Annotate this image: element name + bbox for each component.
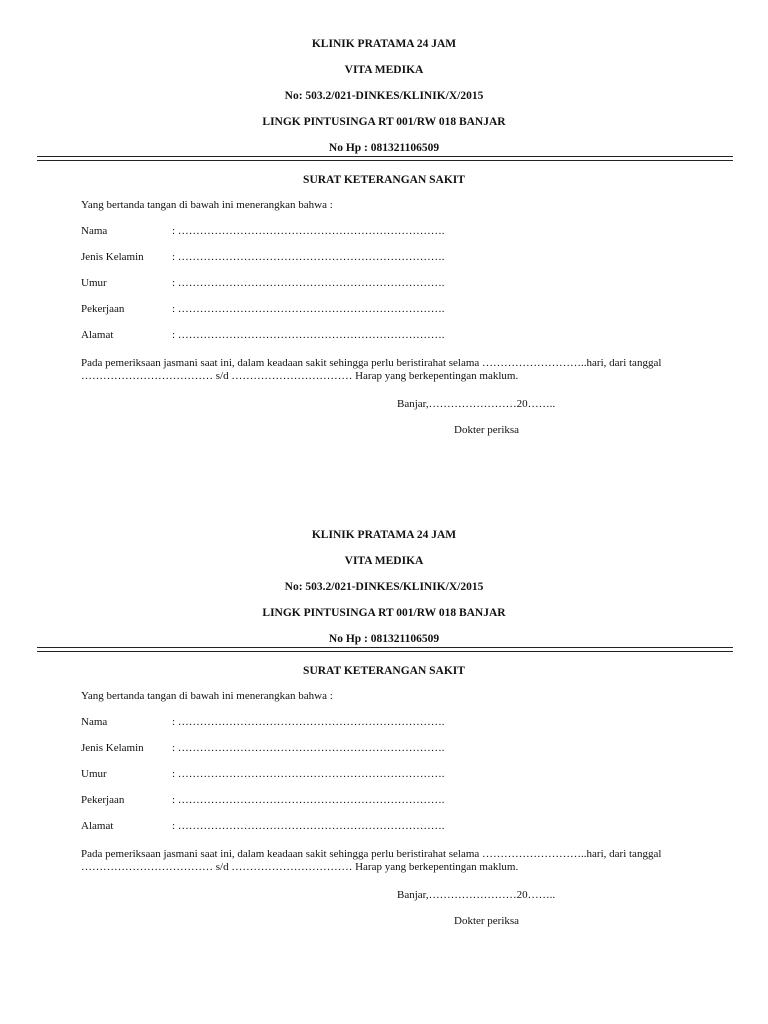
field-nama [81,225,681,239]
intro-text: Yang bertanda tangan di bawah ini menerangkan bahwa : [81,690,333,702]
field-label: Nama [81,225,108,237]
field-blank: : ………………………………………………………………. [172,225,445,237]
clinic-address: LINGK PINTUSINGA RT 001/RW 018 BANJAR [262,607,506,619]
field-label: Alamat [81,329,114,341]
field-blank: : ………………………………………………………………. [172,251,445,263]
clinic-subname: VITA MEDIKA [344,64,424,76]
field-jenis-kelamin [81,742,681,756]
field-alamat [81,820,681,834]
header-divider-bottom [37,651,733,652]
letter-title: SURAT KETERANGAN SAKIT [303,174,465,186]
field-label: Pekerjaan [81,794,125,806]
field-nama [81,716,681,730]
field-label: Nama [81,716,108,728]
field-label: Umur [81,768,107,780]
field-blank: : ………………………………………………………………. [172,768,445,780]
license-number: No: 503.2/021-DINKES/KLINIK/X/2015 [284,90,484,102]
statement-line-1: Pada pemeriksaan jasmani saat ini, dalam keadaan sakit sehingga perlu beristirahat selama ………………………..hari, dari tanggal [81,357,662,369]
field-label: Umur [81,277,107,289]
statement-line-2: ……………………………… s/d …………………………… Harap yang berkepentingan maklum. [81,861,519,873]
field-blank: : ………………………………………………………………. [172,329,445,341]
license-number: No: 503.2/021-DINKES/KLINIK/X/2015 [284,581,484,593]
field-umur [81,768,681,782]
place-date: Banjar,……………………20…….. [397,398,556,410]
statement-line-2: ……………………………… s/d …………………………… Harap yang berkepentingan maklum. [81,370,519,382]
clinic-phone: No Hp : 081321106509 [328,142,440,154]
clinic-subname: VITA MEDIKA [344,555,424,567]
field-blank: : ………………………………………………………………. [172,742,445,754]
clinic-name: KLINIK PRATAMA 24 JAM [311,529,457,541]
field-label: Alamat [81,820,114,832]
field-label: Jenis Kelamin [81,251,144,263]
clinic-address: LINGK PINTUSINGA RT 001/RW 018 BANJAR [262,116,506,128]
clinic-phone: No Hp : 081321106509 [328,633,440,645]
intro-text: Yang bertanda tangan di bawah ini menerangkan bahwa : [81,199,333,211]
field-blank: : ………………………………………………………………. [172,820,445,832]
statement-paragraph [81,848,691,874]
sick-letter-form-2 [0,521,768,981]
field-jenis-kelamin [81,251,681,265]
letter-title: SURAT KETERANGAN SAKIT [303,665,465,677]
signature-label: Dokter periksa [454,424,520,436]
field-pekerjaan [81,794,681,808]
field-umur [81,277,681,291]
field-label: Pekerjaan [81,303,125,315]
field-label: Jenis Kelamin [81,742,144,754]
field-pekerjaan [81,303,681,317]
field-blank: : ………………………………………………………………. [172,303,445,315]
header-divider-bottom [37,160,733,161]
field-blank: : ………………………………………………………………. [172,716,445,728]
field-alamat [81,329,681,343]
clinic-name: KLINIK PRATAMA 24 JAM [311,38,457,50]
place-date: Banjar,……………………20…….. [397,889,556,901]
statement-line-1: Pada pemeriksaan jasmani saat ini, dalam keadaan sakit sehingga perlu beristirahat selama ………………………..hari, dari tanggal [81,848,662,860]
field-blank: : ………………………………………………………………. [172,794,445,806]
field-blank: : ………………………………………………………………. [172,277,445,289]
header-divider-top [37,156,733,157]
statement-paragraph [81,357,691,383]
signature-label: Dokter periksa [454,915,520,927]
sick-letter-form-1 [0,30,768,490]
header-divider-top [37,647,733,648]
